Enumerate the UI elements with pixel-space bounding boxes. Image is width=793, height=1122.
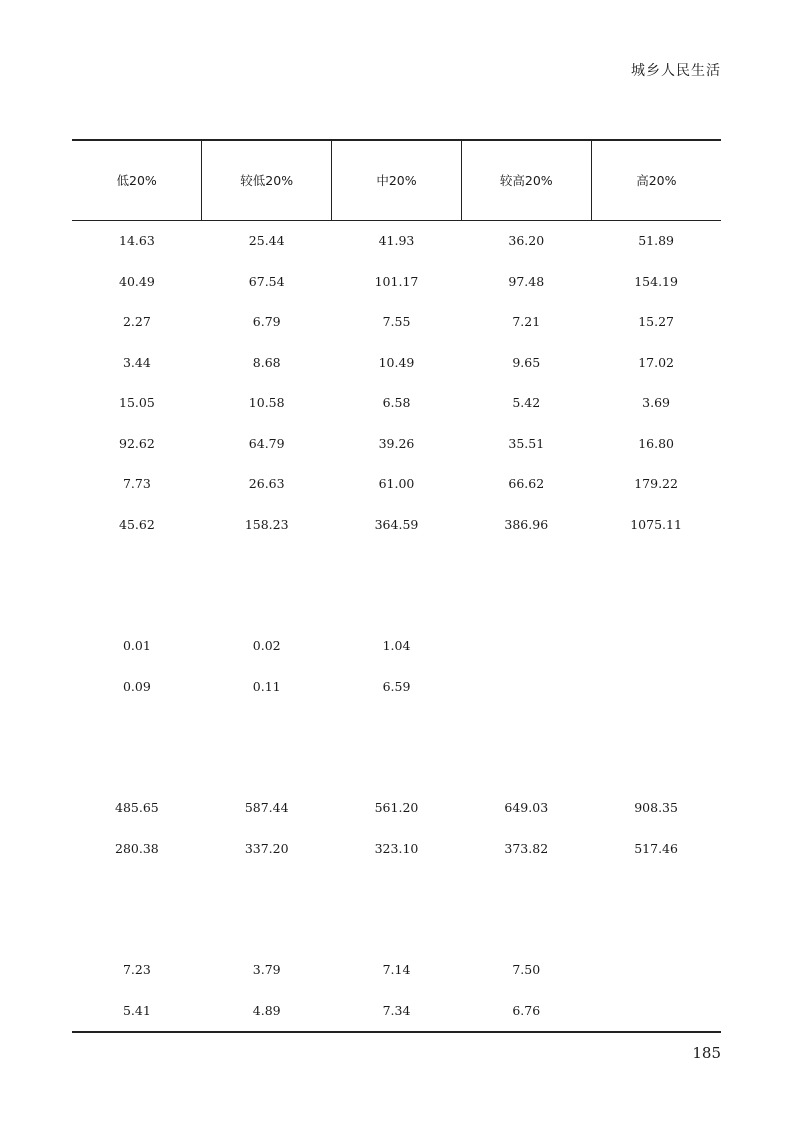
table-cell <box>461 666 591 707</box>
table-cell <box>332 747 462 788</box>
table-cell: 6.58 <box>382 395 411 411</box>
table-row <box>72 909 721 950</box>
table-cell <box>202 869 332 910</box>
table-cell <box>461 585 591 626</box>
table-row <box>72 342 721 383</box>
table-cell <box>332 869 462 910</box>
table-body <box>72 220 721 1032</box>
table-cell <box>332 545 462 586</box>
table-cell: 364.59 <box>374 516 419 532</box>
table-cell: 649.03 <box>504 800 549 816</box>
table-cell <box>591 626 721 667</box>
table-cell: 908.35 <box>634 800 678 816</box>
data-table-container <box>72 139 721 1033</box>
column-header-middle: 中20% <box>332 140 462 220</box>
table-row <box>72 261 721 302</box>
table-cell: 8.68 <box>252 354 281 370</box>
table-cell <box>202 545 332 586</box>
table-cell: 6.79 <box>252 314 281 330</box>
table-cell <box>202 585 332 626</box>
table-cell <box>72 869 202 910</box>
table-cell: 61.00 <box>378 476 415 492</box>
table-cell: 36.20 <box>508 233 545 249</box>
table-cell: 35.51 <box>508 435 545 451</box>
table-cell <box>591 545 721 586</box>
table-row <box>72 423 721 464</box>
table-cell: 15.05 <box>119 395 155 411</box>
table-row <box>72 788 721 829</box>
table-cell: 10.58 <box>248 395 285 411</box>
table-cell: 4.89 <box>202 990 332 1032</box>
table-cell <box>591 950 721 991</box>
table-row <box>72 950 721 991</box>
table-row <box>72 828 721 869</box>
table-row <box>72 464 721 505</box>
table-cell: 16.80 <box>638 435 674 451</box>
table-cell <box>332 707 462 748</box>
table-cell <box>332 585 462 626</box>
table-cell: 64.79 <box>248 435 285 451</box>
table-cell: 280.38 <box>115 840 159 856</box>
table-row <box>72 990 721 1032</box>
table-row <box>72 707 721 748</box>
table-cell <box>202 909 332 950</box>
table-cell: 1.04 <box>382 638 411 654</box>
table-cell: 561.20 <box>374 800 419 816</box>
table-cell: 66.62 <box>508 476 545 492</box>
table-cell <box>591 707 721 748</box>
table-cell: 6.59 <box>382 678 411 694</box>
table-cell: 323.10 <box>374 840 419 856</box>
table-cell <box>72 585 202 626</box>
table-cell: 179.22 <box>634 476 678 492</box>
table-cell: 337.20 <box>244 840 289 856</box>
running-header-title: 城乡人民生活 <box>631 63 721 79</box>
table-cell <box>591 990 721 1032</box>
table-cell <box>72 747 202 788</box>
table-cell <box>72 909 202 950</box>
table-row <box>72 504 721 545</box>
table-cell <box>202 707 332 748</box>
table-cell: 39.26 <box>378 435 415 451</box>
table-cell <box>591 666 721 707</box>
table-cell: 3.69 <box>642 395 671 411</box>
table-cell: 1075.11 <box>630 516 682 532</box>
table-cell: 386.96 <box>504 516 549 532</box>
table-row <box>72 869 721 910</box>
table-cell <box>591 869 721 910</box>
table-cell: 14.63 <box>119 233 155 249</box>
table-cell: 154.19 <box>634 273 678 289</box>
table-row <box>72 220 721 261</box>
table-cell <box>332 909 462 950</box>
table-cell: 40.49 <box>119 273 155 289</box>
column-header-lower-middle: 较低20% <box>202 140 332 220</box>
table-cell: 7.34 <box>332 990 462 1032</box>
income-quintile-table <box>72 139 721 1033</box>
table-cell: 373.82 <box>504 840 549 856</box>
table-cell: 25.44 <box>248 233 285 249</box>
table-cell: 45.62 <box>119 516 155 532</box>
table-cell: 26.63 <box>248 476 285 492</box>
table-cell: 7.14 <box>382 962 411 978</box>
table-row <box>72 626 721 667</box>
table-cell <box>461 869 591 910</box>
table-cell: 9.65 <box>512 354 541 370</box>
table-cell: 3.79 <box>252 962 281 978</box>
table-cell <box>461 626 591 667</box>
table-cell <box>202 747 332 788</box>
column-header-high: 高20% <box>591 140 721 220</box>
column-header-low: 低20% <box>72 140 202 220</box>
table-cell: 587.44 <box>244 800 289 816</box>
table-cell: 7.21 <box>512 314 541 330</box>
table-header-row <box>72 140 721 220</box>
table-cell: 6.76 <box>461 990 591 1032</box>
table-cell <box>591 585 721 626</box>
table-cell: 485.65 <box>115 800 159 816</box>
table-cell: 51.89 <box>638 233 674 249</box>
table-cell <box>72 545 202 586</box>
table-cell <box>591 747 721 788</box>
table-row <box>72 383 721 424</box>
table-cell: 2.27 <box>122 314 151 330</box>
table-cell: 7.73 <box>122 476 151 492</box>
table-cell: 0.01 <box>122 638 151 654</box>
column-header-upper-middle: 较高20% <box>461 140 591 220</box>
table-cell: 10.49 <box>378 354 415 370</box>
table-cell: 15.27 <box>638 314 674 330</box>
table-cell: 517.46 <box>634 840 678 856</box>
table-cell <box>461 545 591 586</box>
table-row <box>72 302 721 343</box>
table-cell: 0.02 <box>252 638 281 654</box>
table-cell: 5.41 <box>72 990 202 1032</box>
table-cell <box>591 909 721 950</box>
table-cell: 92.62 <box>119 435 155 451</box>
table-row <box>72 545 721 586</box>
table-cell: 7.23 <box>122 962 151 978</box>
page-number: 185 <box>692 1044 721 1062</box>
table-cell <box>461 747 591 788</box>
table-cell: 158.23 <box>244 516 289 532</box>
table-row <box>72 666 721 707</box>
table-cell: 0.09 <box>122 678 151 694</box>
table-cell <box>461 707 591 748</box>
table-cell: 0.11 <box>252 678 281 694</box>
table-cell: 7.55 <box>382 314 411 330</box>
table-cell: 3.44 <box>122 354 151 370</box>
table-cell: 67.54 <box>248 273 285 289</box>
table-cell <box>461 909 591 950</box>
table-cell: 97.48 <box>508 273 545 289</box>
table-cell: 7.50 <box>512 962 541 978</box>
table-cell: 17.02 <box>638 354 674 370</box>
table-row <box>72 585 721 626</box>
table-cell: 5.42 <box>512 395 541 411</box>
table-cell: 41.93 <box>378 233 415 249</box>
table-cell <box>72 707 202 748</box>
table-row <box>72 747 721 788</box>
table-cell: 101.17 <box>374 273 419 289</box>
